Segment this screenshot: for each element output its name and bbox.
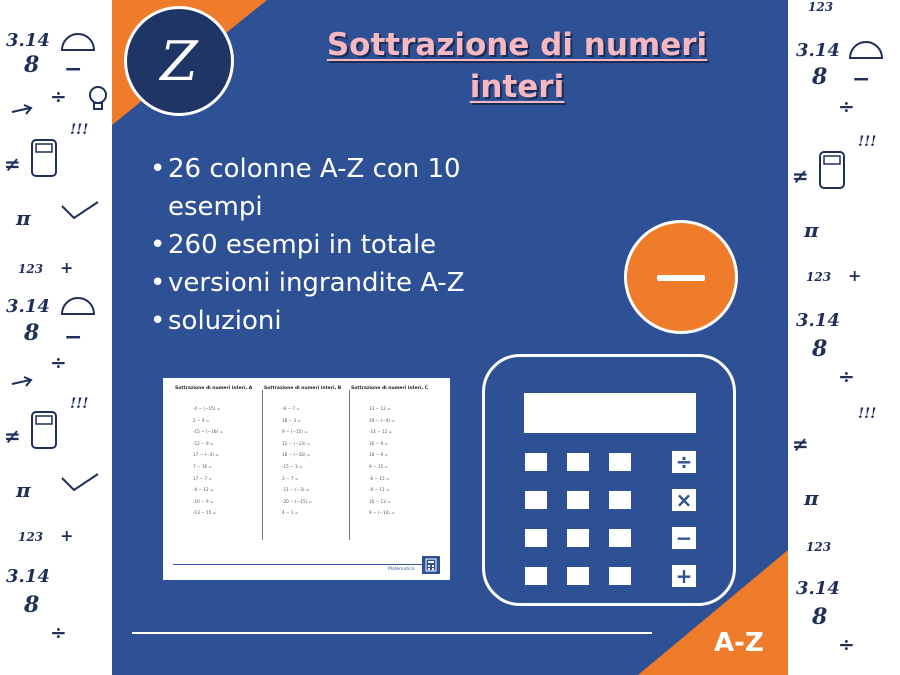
feature-item: • versioni ingrandite A-Z	[150, 264, 510, 302]
feature-item: • 260 esempi in totale	[150, 226, 510, 264]
multiply-key: ×	[672, 489, 696, 511]
worksheet-item: 18 − 3 =	[282, 417, 302, 423]
protractor-icon	[60, 30, 96, 52]
worksheet-item: 9 − 15 =	[369, 463, 389, 469]
worksheet-item: -9 − 7 =	[282, 406, 300, 411]
worksheet-item: 12 − (−13) =	[282, 440, 311, 446]
worksheet-item: 3 − 7 =	[282, 475, 299, 481]
worksheet-item: 16 − 9 =	[369, 440, 389, 446]
worksheet-item: 20 − (−4) =	[369, 417, 395, 423]
calculator-key	[567, 567, 589, 585]
calculator-doodle-icon-2	[30, 410, 58, 450]
doodle-plus-2: +	[60, 526, 74, 545]
worksheet-item: 7 − 16 =	[193, 463, 213, 469]
calculator-key	[525, 453, 547, 471]
minus-icon	[657, 275, 705, 281]
divide-key: ÷	[672, 451, 696, 473]
doodle-eight: 8	[24, 52, 40, 78]
worksheet-column-a	[175, 386, 265, 538]
feature-item: • 26 colonne A-Z con 10 esempi	[150, 150, 510, 226]
worksheet-item: -15 − (−16) =	[193, 429, 223, 435]
doodle-exclamations-r2: !!!	[858, 406, 877, 422]
doodle-number-sequence-r: 123	[808, 0, 834, 14]
worksheet-item: 18 − (−16) =	[282, 452, 311, 458]
worksheet-column-c	[351, 386, 441, 538]
worksheet-item: -6 − 15 =	[369, 475, 390, 481]
doodle-divide-r3: ÷	[838, 632, 855, 656]
arrow-icon	[10, 104, 34, 116]
doodle-eight-2: 8	[24, 320, 40, 346]
worksheet-item: -12 − 9 =	[193, 440, 214, 446]
lightbulb-icon	[88, 86, 108, 112]
worksheet-divider	[349, 390, 350, 540]
worksheet-item: -15 − 3 =	[282, 463, 303, 469]
worksheet-item: 4 − 1 =	[282, 510, 299, 516]
doodle-not-equal-r2: ≠	[792, 432, 809, 456]
worksheet-item: -4 − (−15) =	[193, 406, 221, 411]
doodle-divide-r2: ÷	[838, 364, 855, 388]
calculator-key	[609, 491, 631, 509]
doodle-number-sequence-r3: 123	[806, 540, 832, 554]
doodle-eight-r: 8	[812, 64, 828, 90]
worksheet-item: 16 − 13 =	[369, 498, 391, 504]
doodle-pi-value-2: 3.14	[6, 296, 50, 317]
doodle-exclamations: !!!	[70, 122, 89, 138]
doodle-exclamations-2: !!!	[70, 396, 89, 412]
worksheet-preview	[163, 378, 450, 580]
worksheet-item: -10 − 9 =	[193, 498, 214, 504]
minus-sign-badge	[624, 220, 738, 334]
protractor-icon-2	[60, 294, 96, 316]
doodle-pi-value-r2: 3.14	[796, 310, 840, 331]
letter-badge	[124, 6, 234, 116]
doodle-divide-2: ÷	[50, 350, 67, 374]
arrow-icon-2	[10, 376, 34, 388]
doodle-number-sequence-2: 123	[18, 530, 44, 544]
calculator-key	[609, 529, 631, 547]
calculator-screen	[524, 393, 696, 433]
doodle-pi-value-r3: 3.14	[796, 578, 840, 599]
worksheet-item: 9 − (−15) =	[282, 429, 308, 435]
doodle-minus: −	[64, 56, 83, 82]
left-doodle-border	[0, 0, 112, 675]
plus-key: +	[672, 565, 696, 587]
doodle-eight-r2: 8	[812, 336, 828, 362]
calculator-key	[567, 491, 589, 509]
worksheet-heading: Sottrazione di numeri interi, B	[264, 386, 342, 391]
page-title: Sottrazione di numeri interi	[326, 27, 708, 105]
protractor-icon-r	[848, 38, 884, 60]
calculator-doodle-icon	[30, 138, 58, 178]
calculator-key	[525, 567, 547, 585]
worksheet-divider	[262, 390, 263, 540]
calculator-key	[525, 529, 547, 547]
worksheet-item: -11 − (−3) =	[282, 487, 310, 493]
worksheet-heading: Sottrazione di numeri interi, A	[175, 386, 253, 391]
doodle-divide-3: ÷	[50, 620, 67, 644]
doodle-not-equal: ≠	[4, 152, 21, 176]
doodle-divide-r: ÷	[838, 94, 855, 118]
right-doodle-border	[788, 0, 900, 675]
feature-item: • soluzioni	[150, 302, 510, 340]
worksheet-item: 9 − (−14) =	[369, 510, 395, 516]
doodle-pi-2: π	[16, 478, 31, 502]
doodle-number-sequence-r2: 123	[806, 270, 832, 284]
calculator-key	[567, 453, 589, 471]
feature-list	[150, 150, 510, 340]
worksheet-footer-line	[173, 564, 423, 565]
doodle-minus-r: −	[852, 66, 871, 92]
worksheet-item: -14 − 12 =	[369, 429, 393, 435]
doodle-number-sequence: 123	[18, 262, 44, 276]
checkmark-doodle-icon	[60, 200, 100, 222]
doodle-pi-r2: π	[804, 486, 819, 510]
doodle-eight-r3: 8	[812, 604, 828, 630]
doodle-pi-r: π	[804, 218, 819, 242]
doodle-plus: +	[60, 258, 74, 277]
checkmark-doodle-icon-2	[60, 472, 100, 494]
doodle-minus-2: −	[64, 324, 83, 350]
minus-key: −	[672, 527, 696, 549]
worksheet-item: 17 − (−3) =	[193, 452, 219, 458]
calculator-key	[609, 567, 631, 585]
calculator-icon	[482, 354, 736, 606]
calculator-key	[609, 453, 631, 471]
doodle-pi-value-3: 3.14	[6, 566, 50, 587]
main-panel	[112, 0, 788, 675]
doodle-eight-3: 8	[24, 592, 40, 618]
worksheet-item: -9 − 11 =	[369, 487, 390, 493]
worksheet-heading: Sottrazione di numeri interi, C	[351, 386, 429, 391]
worksheet-item: 17 − 7 =	[193, 475, 213, 481]
doodle-exclamations-r: !!!	[858, 134, 877, 150]
worksheet-item: 18 − 9 =	[369, 452, 389, 458]
calculator-key	[525, 491, 547, 509]
doodle-divide: ÷	[50, 84, 67, 108]
worksheet-brand: Matematica	[388, 567, 415, 572]
worksheet-item: -4 − 12 =	[193, 487, 214, 493]
worksheet-column-b	[264, 386, 354, 538]
worksheet-item: 2 − 9 =	[193, 417, 210, 423]
bottom-divider-line	[132, 632, 652, 634]
range-badge: A-Z	[714, 628, 764, 658]
calculator-doodle-icon-r	[818, 150, 846, 190]
doodle-plus-r: +	[848, 266, 862, 285]
worksheet-calculator-icon	[422, 556, 440, 574]
worksheet-item: -20 − (−15) =	[282, 498, 312, 504]
doodle-not-equal-2: ≠	[4, 424, 21, 448]
doodle-pi-value-r: 3.14	[796, 40, 840, 61]
worksheet-item: -13 − 15 =	[193, 510, 217, 516]
doodle-pi-value: 3.14	[6, 30, 50, 51]
doodle-not-equal-r: ≠	[792, 164, 809, 188]
calculator-key	[567, 529, 589, 547]
letter-badge-text: Z	[160, 29, 198, 93]
doodle-pi: π	[16, 206, 31, 230]
worksheet-item: 13 − 12 =	[369, 406, 391, 411]
